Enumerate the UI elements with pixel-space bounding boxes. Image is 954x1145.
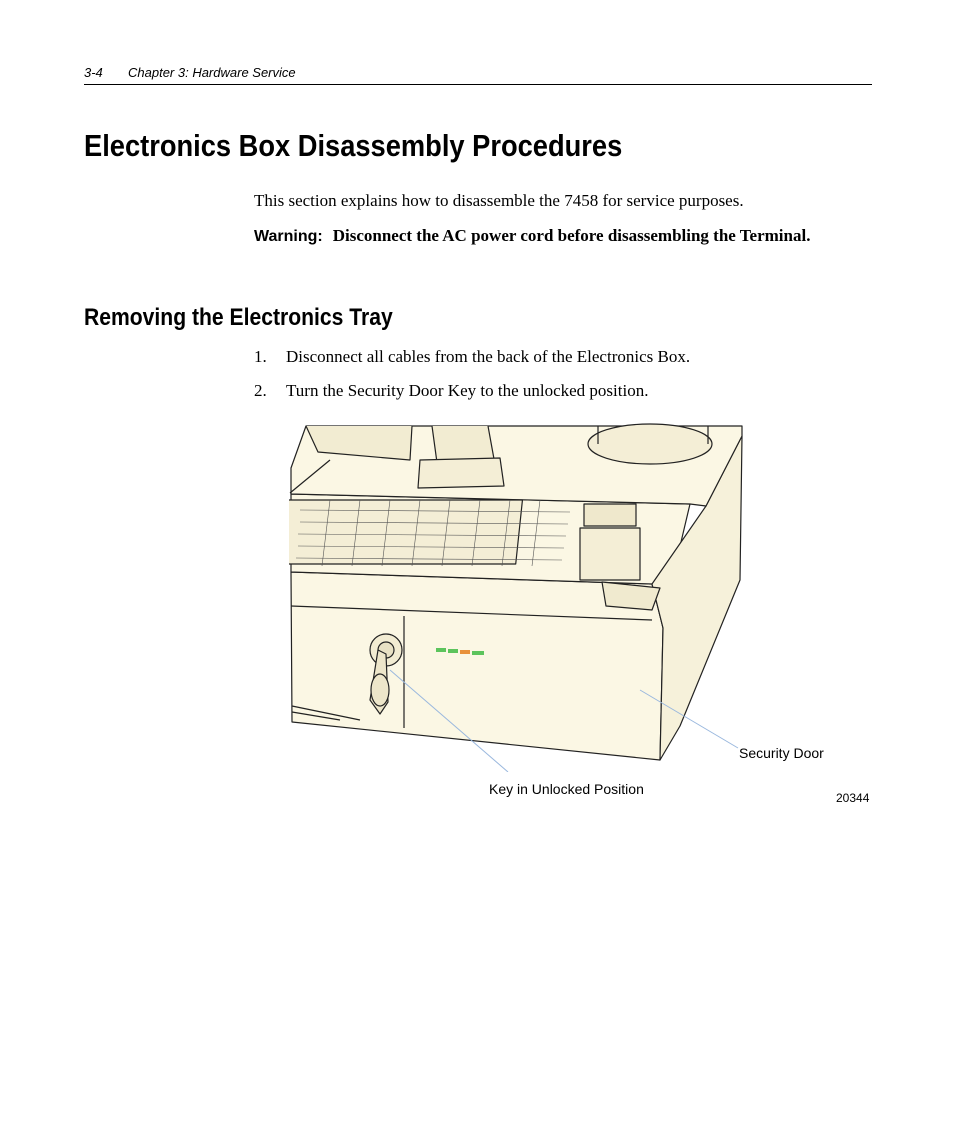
step-text: Disconnect all cables from the back of the Electronics Box.: [286, 347, 691, 366]
intro-paragraph: This section explains how to disassemble the 7458 for service purposes.: [254, 191, 744, 210]
warning-text: Disconnect the AC power cord before disassembling the Terminal.: [332, 226, 811, 245]
list-item: [254, 347, 690, 367]
status-led: [460, 650, 470, 654]
figure-number: 20344: [836, 791, 870, 805]
keypad: [580, 528, 640, 580]
section-title: Removing the Electronics Tray: [84, 304, 393, 331]
status-led: [436, 648, 446, 652]
display-base: [588, 424, 712, 464]
running-header: [84, 64, 872, 85]
warning-note: [254, 224, 874, 249]
step-number: 1.: [254, 347, 267, 366]
chapter-title: Chapter 3: Hardware Service: [128, 65, 296, 80]
callout-key: Key in Unlocked Position: [489, 781, 644, 797]
terminal-illustration: [289, 422, 749, 772]
status-led: [472, 651, 484, 655]
step-text: Turn the Security Door Key to the unlocked position.: [286, 381, 649, 400]
page-title: Electronics Box Disassembly Procedures: [84, 128, 623, 163]
keyboard-keys: [289, 500, 522, 564]
page-number: 3-4: [84, 65, 103, 80]
callout-security-door: Security Door: [739, 745, 824, 761]
operator-screen: [584, 504, 636, 526]
step-number: 2.: [254, 381, 267, 400]
status-led: [448, 649, 458, 653]
warning-label: Warning:: [254, 228, 323, 245]
list-item: [254, 381, 648, 401]
